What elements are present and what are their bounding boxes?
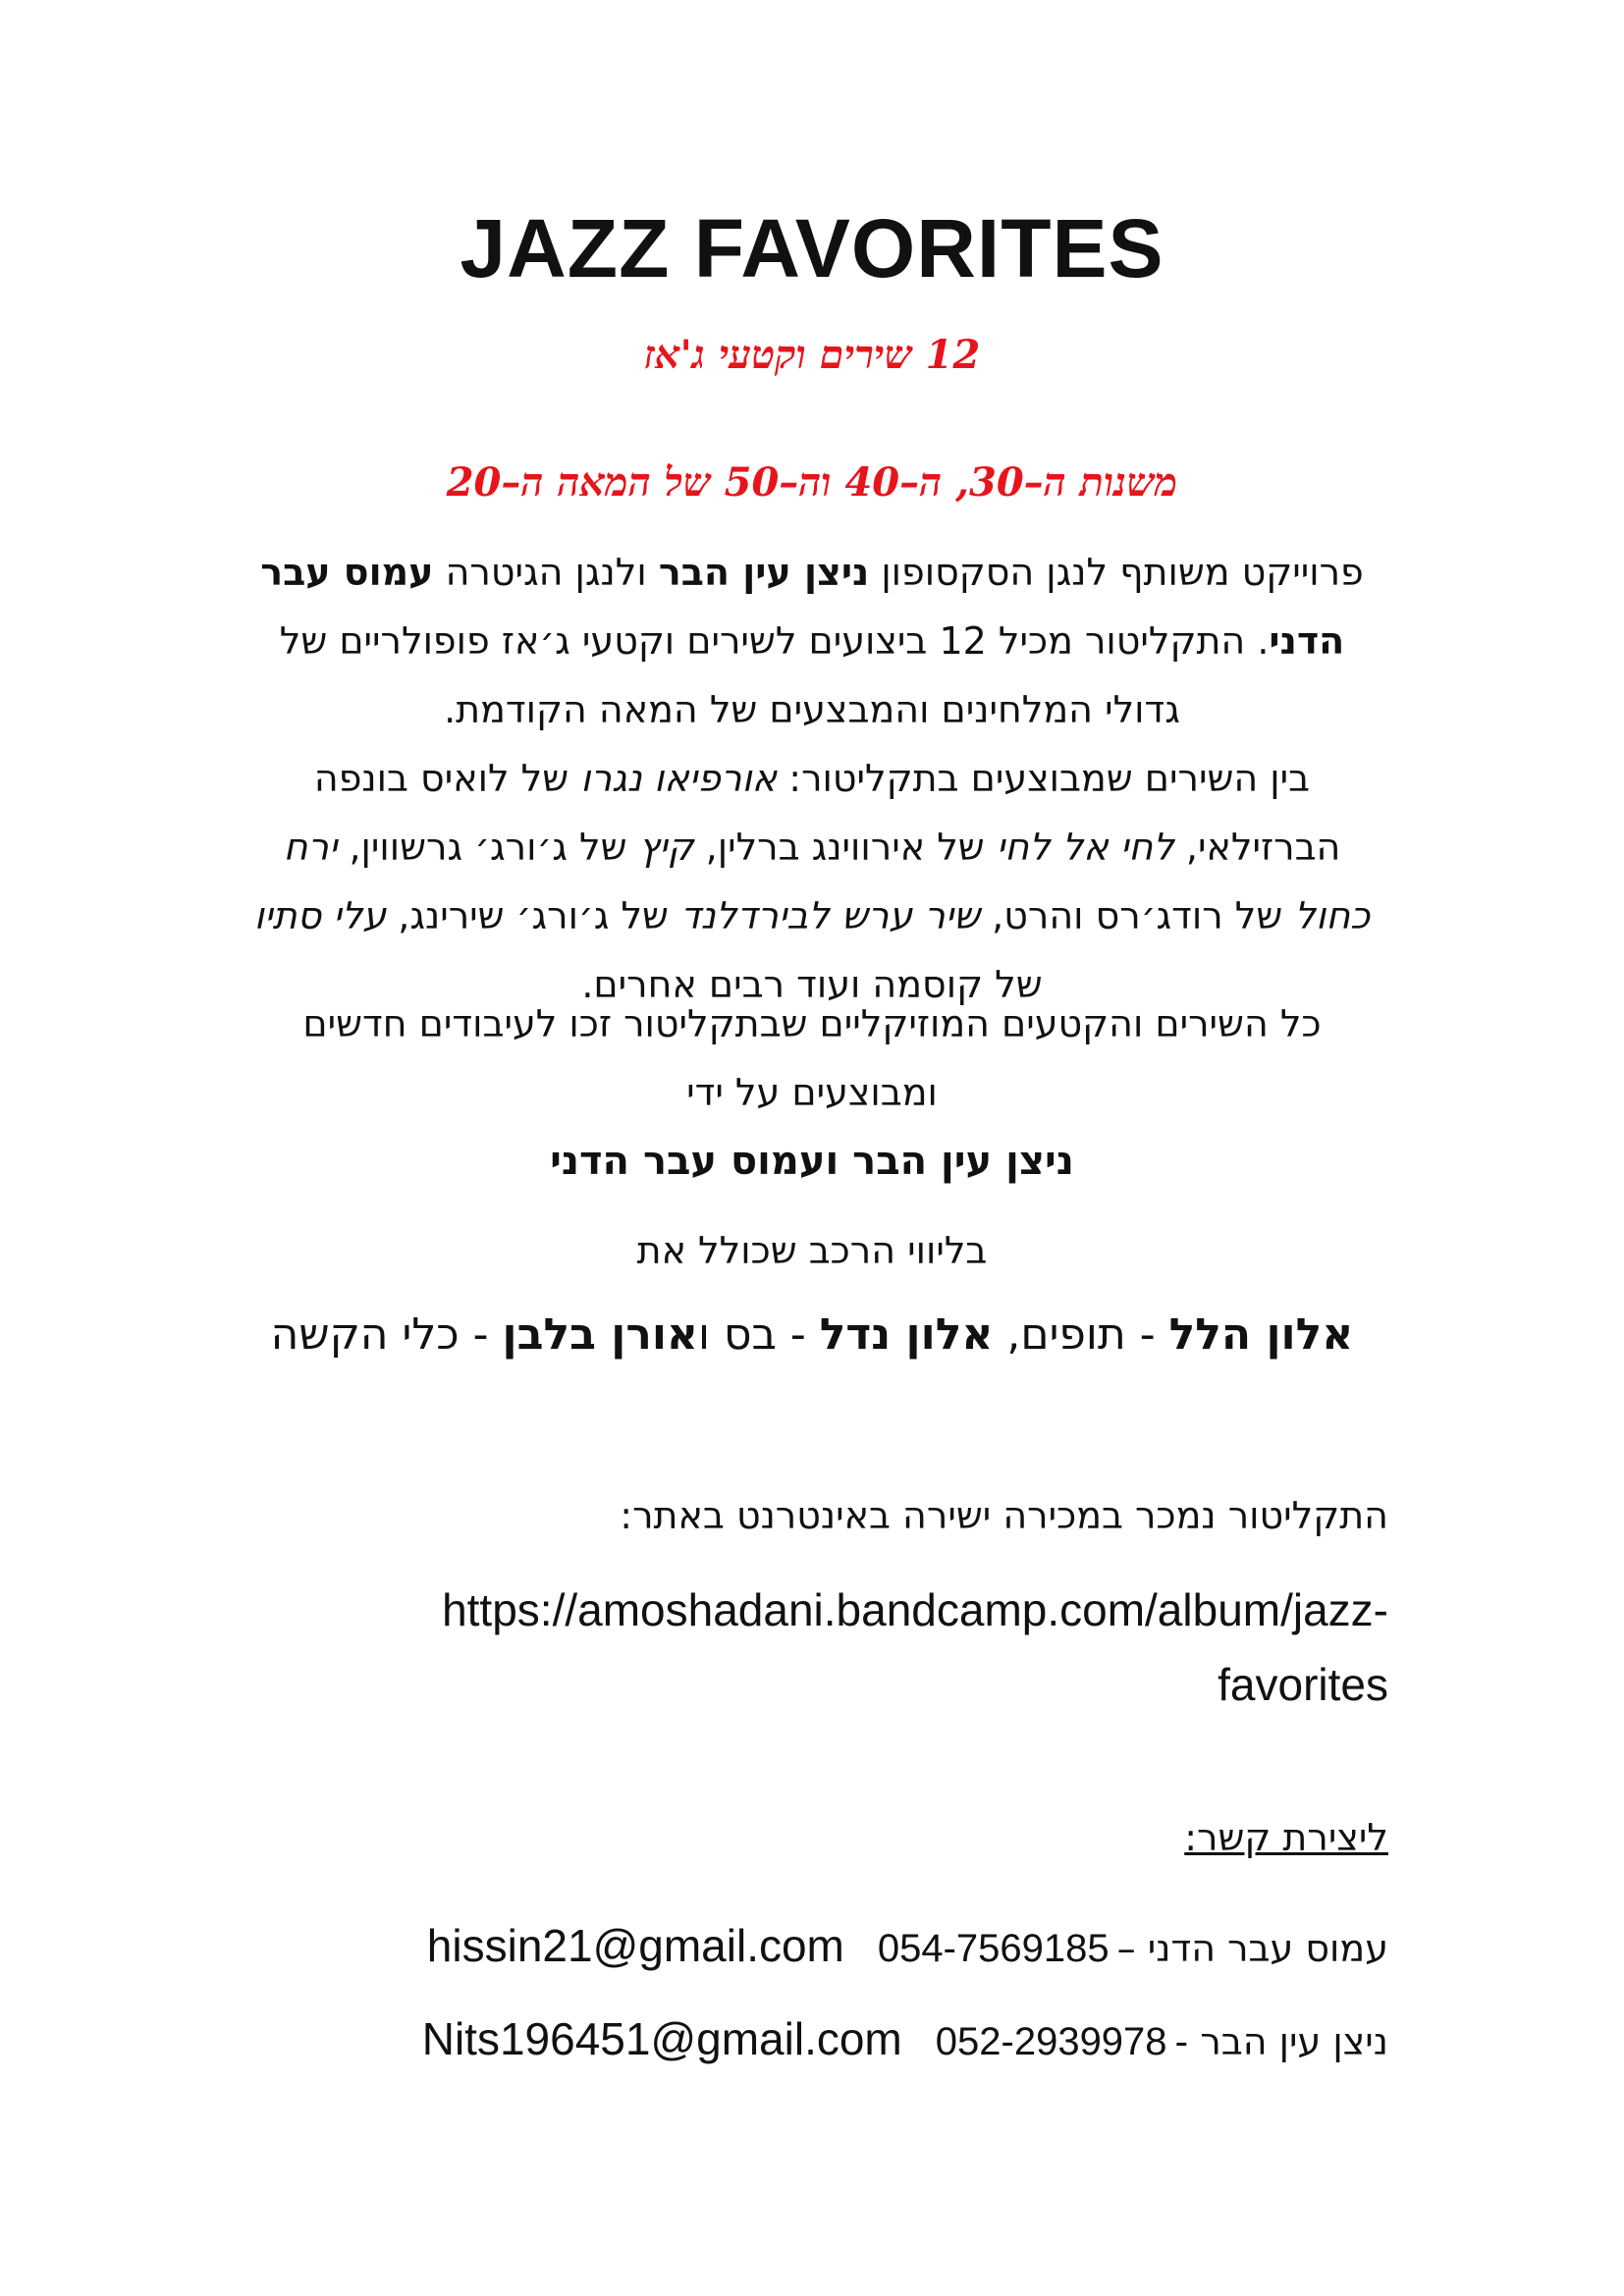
band-instrument: - תופים,: [993, 1309, 1169, 1360]
subtitle-decades: משנות ה–30, ה–40 וה–50 של המאה ה–20: [446, 459, 1178, 506]
album-url-link[interactable]: https://amoshadani.bandcamp.com/album/jazz-favorites: [442, 1584, 1388, 1710]
song-artist: של ג׳ורג׳ גרשווין,: [337, 826, 639, 869]
sold-online-text: התקליטור נמכר במכירה ישירה באינטרנט באתר:: [620, 1494, 1388, 1537]
song-artist: של אירווינג ברלין,: [693, 826, 997, 869]
intro-name-guitar: עמוס עבר הדני: [260, 551, 1345, 663]
song-title: לחי אל לחי: [996, 826, 1174, 869]
band-member-bass: אלון נדל: [819, 1309, 994, 1360]
song-title: אורפיאו נגרו: [580, 757, 778, 800]
band-member-percussion: אורן בלבן: [502, 1309, 698, 1360]
contact-row-amos: [427, 1919, 1388, 1972]
contact-heading: ליצירת קשר:: [1184, 1816, 1388, 1859]
contact-phone[interactable]: 052-2939978: [935, 2020, 1167, 2063]
song-artist: של ג׳ורג׳ שירינג,: [386, 894, 681, 937]
contact-row-nitzan: [422, 2012, 1388, 2065]
song-title: שיר ערש לבירדלנד: [680, 894, 981, 937]
subtitle-songs: 12 שירים וקטעי ג'אז: [643, 332, 981, 378]
contact-phone[interactable]: 054-7569185: [877, 1927, 1110, 1970]
song-artist: של רודג׳רס והרט,: [980, 894, 1295, 937]
contact-email[interactable]: Nits196451@gmail.com: [421, 2013, 902, 2064]
page-title: JAZZ FAVORITES: [460, 202, 1164, 294]
song-title: עלי סתיו: [253, 894, 387, 937]
contact-name: עמוס עבר הדני –: [1116, 1927, 1388, 1970]
contact-email[interactable]: hissin21@gmail.com: [426, 1920, 844, 1971]
accompaniment-line: בליווי הרכב שכולל את: [636, 1229, 988, 1272]
intro-name-saxophone: ניצן עין הבר: [658, 551, 870, 594]
songs-lead: בין השירים שמבוצעים בתקליטור:: [777, 757, 1311, 800]
song-title: קיץ: [638, 826, 694, 869]
performers-line: ניצן עין הבר ועמוס עבר הדני: [550, 1139, 1074, 1184]
song-artist: של קוסמה ועוד רבים אחרים.: [581, 963, 1043, 1006]
song-artist: של לואיס בונפה הברזילאי,: [313, 757, 1341, 869]
band-line: [0, 1309, 1624, 1360]
band-instrument: - בס ו: [697, 1309, 820, 1360]
arrangements-paragraph: כל השירים והקטעים המוזיקליים שבתקליטור זכו לעיבודים חדשים ומבוצעים על ידי: [302, 1002, 1322, 1114]
intro-text-1: פרוייקט משותף לנגן הסקסופון: [869, 551, 1364, 594]
contact-name: ניצן עין הבר -: [1174, 2020, 1388, 2063]
intro-text-2: ולנגן הגיטרה: [433, 551, 659, 594]
songs-paragraph: [245, 744, 1379, 1019]
intro-paragraph: [245, 538, 1379, 744]
song-title: ירח כחול: [283, 826, 1371, 937]
band-member-drums: אלון הלל: [1168, 1309, 1354, 1360]
intro-text-3: . התקליטור מכיל 12 ביצועים לשירים וקטעי ג׳אז פופולריים של גדולי המלחינים והמבצעים של המאה הקודמת.: [279, 619, 1270, 731]
band-instrument: - כלי הקשה: [270, 1309, 503, 1360]
